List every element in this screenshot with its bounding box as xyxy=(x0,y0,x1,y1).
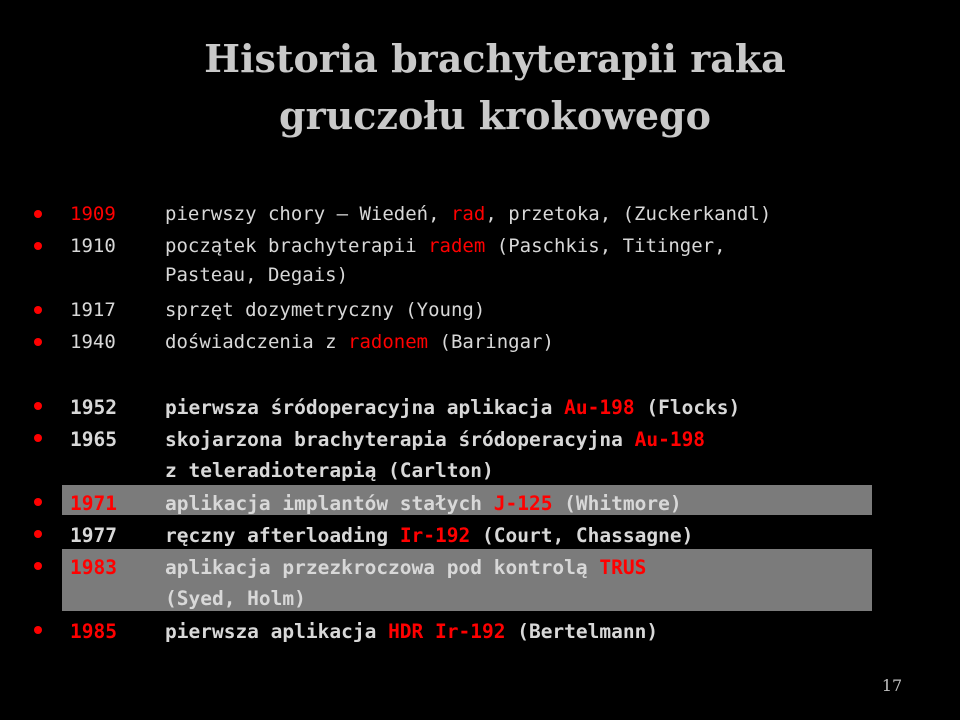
description-text: ręczny afterloading xyxy=(165,524,400,547)
bullet-icon xyxy=(34,242,42,250)
highlighted-term: TRUS xyxy=(599,556,647,579)
entry-description xyxy=(165,424,905,486)
description-text: pierwszy chory – Wiedeń, xyxy=(165,203,451,225)
description-line xyxy=(165,552,905,583)
description-line xyxy=(165,616,905,647)
description-line xyxy=(165,232,905,261)
description-line xyxy=(165,296,905,325)
description-text: (Flocks) xyxy=(634,396,741,419)
bullet-icon xyxy=(34,338,42,346)
highlighted-term: J-125 xyxy=(493,492,553,515)
highlighted-term: HDR Ir-192 xyxy=(388,620,506,643)
description-text: , przetoka, (Zuckerkandl) xyxy=(485,203,772,225)
highlighted-term: Au-198 xyxy=(634,428,706,451)
bullet-icon xyxy=(34,562,42,570)
description-line xyxy=(165,583,905,614)
description-text: sprzęt dozymetryczny (Young) xyxy=(165,299,486,321)
highlighted-term: rad xyxy=(450,203,486,225)
description-text: (Baringar) xyxy=(428,331,554,353)
highlighted-term: Ir-192 xyxy=(399,524,471,547)
highlighted-term: radonem xyxy=(348,331,429,353)
description-line xyxy=(165,328,905,357)
description-text: skojarzona brachyterapia śródoperacyjna xyxy=(165,428,635,451)
entry-year: 1985 xyxy=(70,620,117,643)
description-text: (Syed, Holm) xyxy=(165,587,306,610)
entry-description xyxy=(165,296,905,325)
bullet-icon xyxy=(34,498,42,506)
entry-year: 1983 xyxy=(70,556,117,579)
entry-year: 1977 xyxy=(70,524,117,547)
description-text: aplikacja przezkroczowa pod kontrolą xyxy=(165,556,600,579)
entry-year: 1910 xyxy=(70,235,116,257)
description-text: początek brachyterapii xyxy=(165,235,429,257)
entry-year: 1952 xyxy=(70,396,117,419)
entry-description xyxy=(165,616,905,647)
bullet-icon xyxy=(34,434,42,442)
page-number: 17 xyxy=(881,676,903,695)
entry-description xyxy=(165,328,905,357)
description-text: pierwsza aplikacja xyxy=(165,620,389,643)
entry-description xyxy=(165,232,905,290)
description-line xyxy=(165,200,905,229)
highlighted-term: Au-198 xyxy=(564,396,635,419)
entry-description xyxy=(165,200,905,229)
bullet-icon xyxy=(34,530,42,538)
entry-description xyxy=(165,392,905,423)
description-line xyxy=(165,424,905,455)
description-text: pierwsza śródoperacyjna aplikacja xyxy=(165,396,565,419)
bullet-icon xyxy=(34,210,42,218)
description-text: (Whitmore) xyxy=(552,492,682,515)
title-line-2: gruczołu krokowego xyxy=(279,93,711,138)
description-text: (Paschkis, Titinger, xyxy=(485,235,726,257)
description-text: z teleradioterapią (Carlton) xyxy=(165,459,494,482)
description-text: doświadczenia z xyxy=(165,331,349,353)
description-text: (Bertelmann) xyxy=(505,620,659,643)
description-text: (Court, Chassagne) xyxy=(470,524,694,547)
description-text: Pasteau, Degais) xyxy=(165,264,349,286)
entry-description xyxy=(165,520,905,551)
entry-description xyxy=(165,552,905,614)
bullet-icon xyxy=(34,402,42,410)
entry-year: 1971 xyxy=(70,492,117,515)
bullet-icon xyxy=(34,306,42,314)
bullet-icon xyxy=(34,626,42,634)
description-line xyxy=(165,392,905,423)
description-line xyxy=(165,488,905,519)
entry-description xyxy=(165,488,905,519)
entry-year: 1917 xyxy=(70,299,116,321)
entry-year: 1909 xyxy=(70,203,116,225)
description-line xyxy=(165,261,905,290)
entry-year: 1940 xyxy=(70,331,116,353)
entry-year: 1965 xyxy=(70,428,117,451)
title-line-1: Historia brachyterapii raka xyxy=(204,36,786,81)
description-line xyxy=(165,455,905,486)
highlighted-term: radem xyxy=(428,235,486,257)
description-text: aplikacja implantów stałych xyxy=(165,492,494,515)
description-line xyxy=(165,520,905,551)
